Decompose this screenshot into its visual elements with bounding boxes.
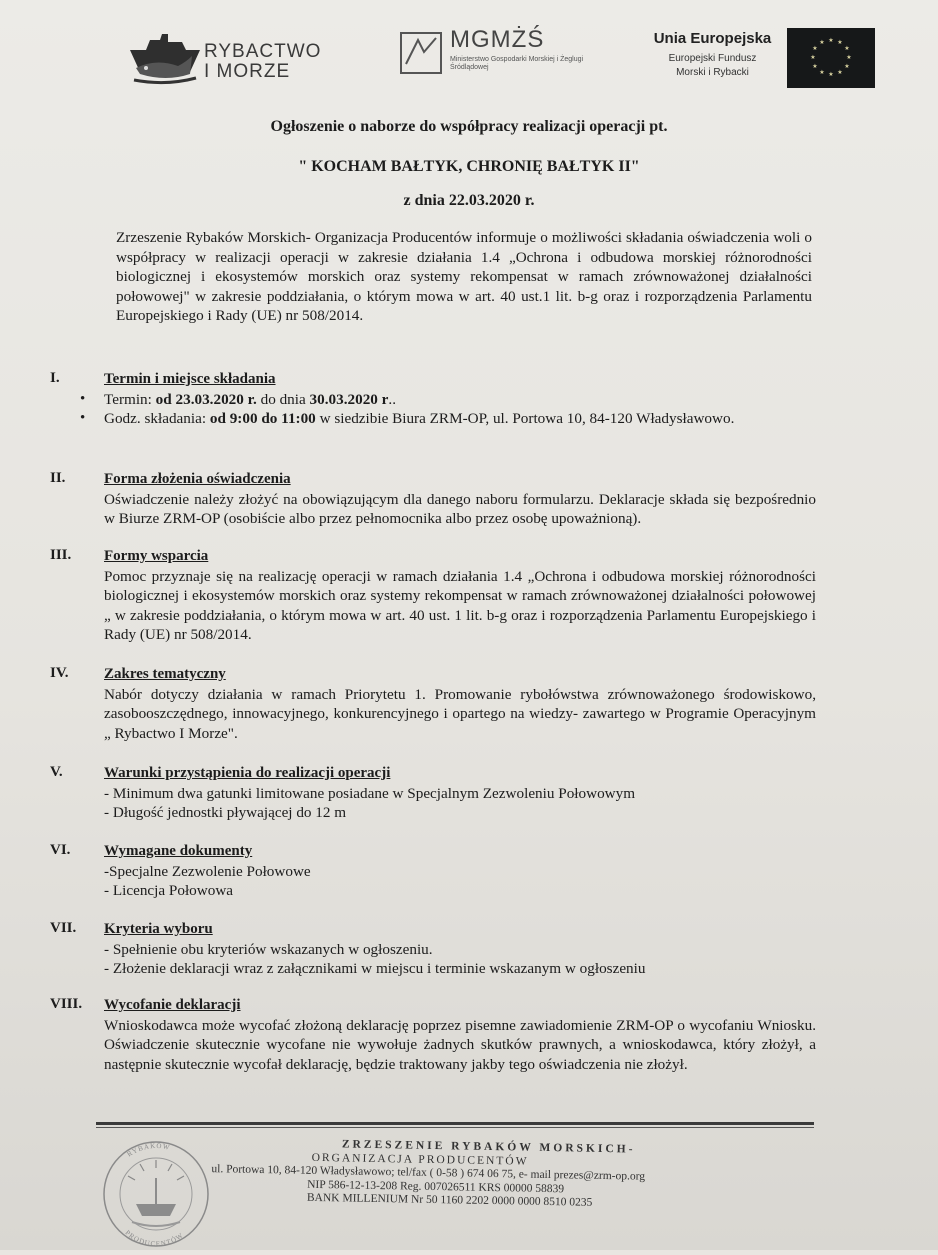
section-heading: Wymagane dokumenty <box>104 843 253 859</box>
section-number: I. <box>50 370 60 386</box>
svg-text:★: ★ <box>844 45 850 52</box>
list-item: - Spełnienie obu kryteriów wskazanych w ogłoszeniu. <box>104 940 433 958</box>
list-item: • Termin: od 23.03.2020 r. do dnia 30.03.2020 r.. <box>104 390 816 410</box>
stamp-top-text: RYBAKÓW <box>125 1141 172 1159</box>
section-text: Nabór dotyczy działania w ramach Priorytetu 1. Promowanie rybołówstwa zrównoważonego środowiskowo, zasobooszczędnego, innowacyjnego, konkurencyjnego i opartego na wiedzy- zawartego w Programie Operacyjnym „ Rybactwo I Morze". <box>104 685 816 742</box>
eu-logo-line1: Europejski Fundusz <box>668 53 757 64</box>
svg-text:★: ★ <box>819 69 825 76</box>
mgmzs-logo-title: MGMŻŚ <box>450 26 545 53</box>
section-number: VII. <box>50 920 77 936</box>
list-item: - Złożenie deklaracji wraz z załącznikami w miejscu i terminie wskazanym w ogłoszeniu <box>104 960 646 977</box>
rybactwo-logo-line2: I MORZE <box>204 61 291 82</box>
section-heading: Formy wsparcia <box>104 548 209 564</box>
footer-divider <box>96 1122 814 1125</box>
footer-registration: NIP 586-12-13-208 Reg. 007026511 KRS 00000 58839 <box>307 1178 565 1195</box>
svg-text:★: ★ <box>812 45 818 52</box>
section-number: III. <box>50 547 72 563</box>
section-heading: Zakres tematyczny <box>104 666 226 682</box>
stamp-bottom-text: PRODUCENTÓW <box>123 1228 186 1249</box>
svg-text:★: ★ <box>844 63 850 70</box>
eu-logo <box>645 28 875 90</box>
eu-logo-title: Unia Europejska <box>653 30 772 47</box>
section-heading: Wycofanie deklaracji <box>104 997 241 1013</box>
organization-stamp <box>92 1126 220 1250</box>
list-item: - Minimum dwa gatunki limitowane posiadane w Specjalnym Zezwoleniu Połowowym <box>104 784 636 802</box>
svg-text:★: ★ <box>837 69 843 76</box>
section-heading: Warunki przystąpienia do realizacji operacji <box>104 765 391 781</box>
section-text: Pomoc przyznaje się na realizację operacji w ramach działania 1.4 „Ochrona i odbudowa morskiej różnorodności biologicznej i ekosystemów morskich oraz systemy rekompensat w ramach zrównoważonej działalności połowowej „ w zakresie poddziałania, o którym mowa w art. 40 ust. 1 lit. b-g oraz i rozporządzenia Parlamentu Europejskiego i Rady (UE) nr 508/2014. <box>104 567 816 643</box>
list-item: -Specjalne Zezwolenie Połowowe <box>104 862 311 880</box>
footer-org-name: ZRZESZENIE RYBAKÓW MORSKICH- <box>341 1138 636 1156</box>
section-number: V. <box>50 764 63 780</box>
list-item: • Godz. składania: od 9:00 do 11:00 w siedzibie Biura ZRM-OP, ul. Portowa 10, 84-120 Władysławowo. <box>104 409 816 429</box>
list-item: - Licencja Połowowa <box>104 882 234 899</box>
footer-org-type: ORGANIZACJA PRODUCENTÓW <box>311 1151 529 1168</box>
eu-logo-subtitle <box>645 52 780 80</box>
svg-text:★: ★ <box>819 39 825 46</box>
section-heading: Termin i miejsce składania <box>104 371 276 387</box>
svg-text:★: ★ <box>812 63 818 70</box>
fish-boat-icon <box>126 28 206 92</box>
svg-text:★: ★ <box>810 54 816 61</box>
mgmzs-logo <box>398 26 598 88</box>
operation-name: " KOCHAM BAŁTYK, CHRONIĘ BAŁTYK II" <box>298 158 640 175</box>
list-item: - Długość jednostki pływającej do 12 m <box>104 804 347 821</box>
section-number: IV. <box>50 665 69 681</box>
rybactwo-logo-line1: RYBACTWO <box>204 41 322 62</box>
section-text: Oświadczenie należy złożyć na obowiązującym dla danego naboru formularzu. Deklaracje składa się bezpośrednio w Biurze ZRM-OP (osobiście albo przez pełnomocnika albo przez osobę upoważnioną). <box>104 490 816 527</box>
eu-flag-icon <box>787 28 875 88</box>
intro-paragraph: Zrzeszenie Rybaków Morskich- Organizacja Producentów informuje o możliwości składania oświadczenia woli o współpracy w realizacji operacji w zakresie działania 1.4 „Ochrona i odbudowa morskiej różnorodności biologicznej i ekosystemów morskich oraz systemy rekompensat w ramach zrównoważonej działalności połowowej" w zakresie poddziałania, o którym mowa w art. 40 ust.1 lit. b-g oraz i rozporządzenia Parlamentu Europejskiego i Rady (UE) nr 508/2014. <box>116 229 812 324</box>
footer-contact: ul. Portowa 10, 84-120 Władysławowo; tel/fax ( 0-58 ) 674 06 75, e- mail prezes@zrm-op.org <box>211 1163 646 1183</box>
section-number: VIII. <box>50 996 83 1012</box>
footer-bank-account: BANK MILLENIUM Nr 50 1160 2202 0000 0000 8510 0235 <box>306 1191 593 1209</box>
section-number: VI. <box>50 842 71 858</box>
announcement-date: z dnia 22.03.2020 r. <box>403 192 535 209</box>
ministry-emblem-icon <box>398 30 444 76</box>
section-number: II. <box>50 470 66 486</box>
svg-text:PRODUCENTÓW <box>124 1229 186 1248</box>
svg-text:★: ★ <box>837 39 843 46</box>
svg-text:RYBAKÓW <box>126 1142 171 1158</box>
footer-address-block <box>203 1136 824 1214</box>
rybactwo-i-morze-logo <box>126 28 326 92</box>
eu-logo-line2: Morski i Rybacki <box>676 67 749 78</box>
bullet-list <box>104 390 816 429</box>
section-heading: Forma złożenia oświadczenia <box>104 471 291 487</box>
svg-text:★: ★ <box>828 37 834 44</box>
svg-text:★: ★ <box>846 54 852 61</box>
mgmzs-logo-subtitle: Ministerstwo Gospodarki Morskiej i Żeglugi Śródlądowej <box>450 56 584 71</box>
announcement-title: Ogłoszenie o naborze do współpracy realizacji operacji pt. <box>270 118 668 135</box>
section-heading: Kryteria wyboru <box>104 921 213 937</box>
svg-text:★: ★ <box>828 71 834 78</box>
section-text: Wnioskodawca może wycofać złożoną deklarację poprzez pisemne zawiadomienie ZRM-OP o wycofaniu Wniosku. Oświadczenie skutecznie wycofane nie wywołuje żadnych skutków prawnych, a wnioskodawca, który złożył, a następnie skutecznie wycofał deklarację, będzie traktowany jakby tego oświadczenia nie złożył. <box>104 1016 816 1073</box>
